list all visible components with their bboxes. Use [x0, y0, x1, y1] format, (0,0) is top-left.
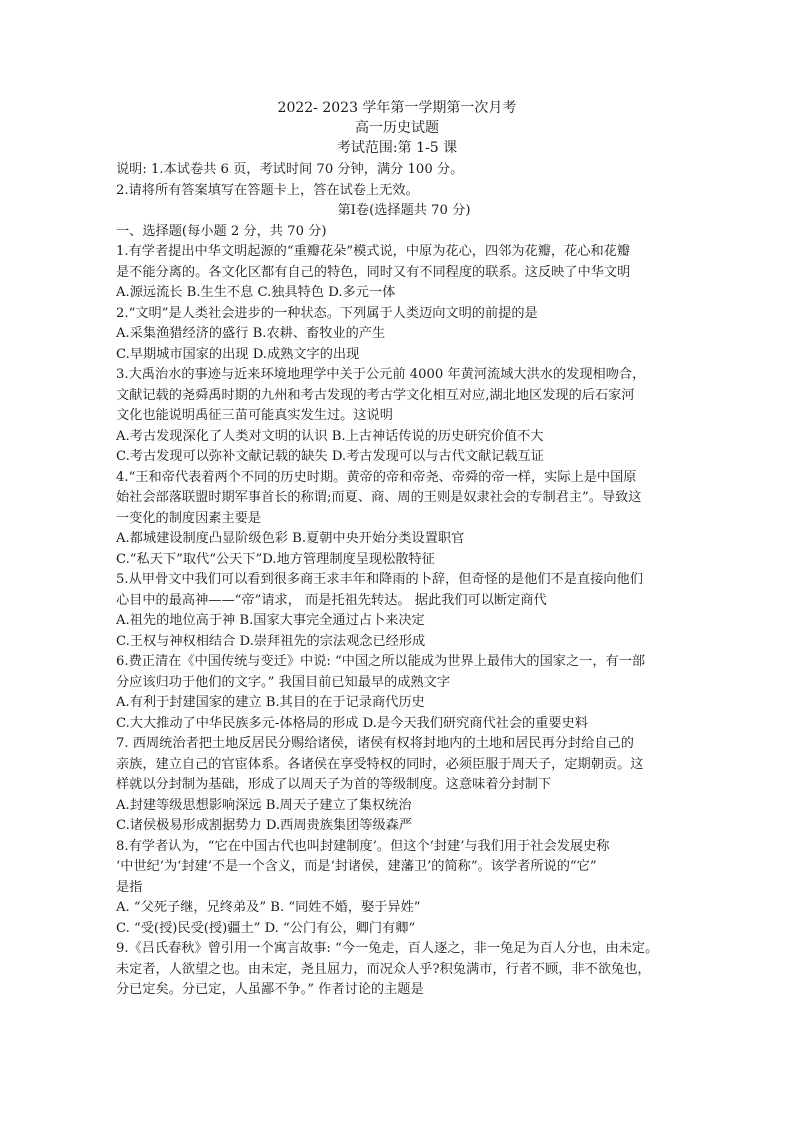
- question-stem-line: 文献记载的尧舜禹时期的九州和考古发现的考古学文化相互对应,湖北地区发现的后石家河: [116, 387, 635, 403]
- question-stem-line: 亲族，建立自己的官宦体系。各诸侯在享受特权的同时，必须臣服于周天子，定期朝贡。这: [116, 756, 644, 772]
- question-item: [116, 837, 692, 940]
- question-options-line: C. “受(授)民受(授)疆土” D. “公门有公，卿门有卿”: [116, 920, 416, 936]
- question-stem-line: 2.“文明”是人类社会进步的一种状态。下列属于人类迈向文明的前提的是: [116, 305, 538, 321]
- exam-scope: 考试范围:第 1-5 课: [336, 140, 458, 156]
- question-stem-line: 5.从甲骨文中我们可以看到很多商王求丰年和降雨的卜辞，但奇怪的是他们不是直接向他们: [116, 572, 643, 587]
- question-stem-line: 样就以分封制为基础，形成了以周天子为首的等级制度。这意味着分封制下: [116, 777, 552, 792]
- question-options-line: C.考古发现可以弥补文献记载的缺失 D.考古发现可以与古代文献记载互证: [116, 449, 544, 464]
- question-options-line: A.封建等级思想影响深远 B.周天子建立了集权统治: [116, 797, 412, 813]
- question-item: [116, 468, 692, 571]
- question-options-line: C.诸侯极易形成割据势力 D.西周贵族集团等级森严: [116, 818, 413, 833]
- exam-subject: 高一历史试题: [355, 120, 439, 136]
- question-list: [116, 242, 692, 1001]
- question-stem-line: 未定者，人欲望之也。由未定，尧且屈力，而况众人乎?积兔满市，行者不顾，非不欲兔也，: [116, 961, 651, 977]
- question-item: [116, 365, 692, 468]
- question-stem-line: 9.《吕氏春秋》曾引用一个寓言故事: “今一兔走，百人逐之，非一兔足为百人分也，由未定。: [116, 941, 659, 956]
- question-stem-line: 6.费正清在《中国传统与变迁》中说: “中国之所以能成为世界上最伟大的国家之一，有一部: [116, 654, 646, 669]
- question-stem-line: 文化也能说明禹征三苗可能真实发生过。这说明: [116, 408, 393, 423]
- question-item: [116, 652, 692, 734]
- exam-term: 2022- 2023 学年第一学期第一次月考: [277, 100, 517, 116]
- question-stem-line: 1.有学者提出中华文明起源的“重瓣花朵”模式说，中原为花心，四邻为花瓣，花心和花瓣: [116, 244, 630, 259]
- question-stem-line: ‘中世纪’为‘封建’不是一个含义，而是‘封诸侯，建藩卫’的简称”。该学者所说的“它”: [116, 859, 597, 874]
- exam-note: 说明: 1.本试卷共 6 页，考试时间 70 分钟，满分 100 分。: [116, 162, 464, 177]
- question-options-line: A. “父死子继，兄终弟及” B. “同姓不婚，娶于异姓”: [116, 900, 421, 915]
- question-item: [116, 304, 692, 366]
- question-options-line: A.祖先的地位高于神 B.国家大事完全通过占卜来决定: [116, 613, 425, 628]
- question-item: [116, 734, 692, 837]
- exam-body: [116, 160, 692, 1001]
- question-stem-line: 分应该归功于他们的文字。” 我国目前已知最早的成熟文字: [116, 674, 451, 690]
- question-stem-line: 3.大禹治水的事迹与近来环境地理学中关于公元前 4000 年黄河流域大洪水的发现相吻合，: [116, 367, 646, 382]
- question-item: [116, 242, 692, 304]
- volume-title: 第Ⅰ卷(选择题共 70 分): [337, 203, 471, 218]
- question-options-line: C.王权与神权相结合 D.崇拜祖先的宗法观念已经形成: [116, 633, 426, 649]
- question-stem-line: 是指: [116, 879, 143, 895]
- question-stem-line: 8.有学者认为，“它在中国古代也叫封建制度’。但这个‘封建’与我们用于社会发展史称: [116, 838, 610, 854]
- section-title: 一、选择题(每小题 2 分，共 70 分): [116, 223, 327, 239]
- question-stem-line: 7. 西周统治者把土地反居民分赐给诸侯，诸侯有权将封地内的土地和居民再分封给自己的: [116, 736, 634, 751]
- question-options-line: C.早期城市国家的出现 D.成熟文字的出现: [116, 346, 360, 362]
- question-options-line: C.“私天下”取代“公天下”D.地方管理制度呈现松散特征: [116, 551, 435, 567]
- question-options-line: C.大大推动了中华民族多元-体格局的形成 D.是今天我们研究商代社会的重要史料: [116, 715, 588, 731]
- exam-header: [0, 98, 794, 158]
- question-options-line: A.采集渔猎经济的盛行 B.农耕、畜牧业的产生: [116, 326, 386, 341]
- question-stem-line: 4.“王和帝代表着两个不同的历史时期。黄帝的帝和帝尧、帝舜的帝一样，实际上是中国原: [116, 469, 637, 485]
- question-options-line: A.源远流长 B.生生不息 C.独具特色 D.多元一体: [116, 285, 396, 300]
- question-stem-line: 是不能分离的。各文化区都有自己的特色，同时又有不同程度的联系。这反映了中华文明: [116, 264, 631, 280]
- question-stem-line: 始社会部落联盟时期军事首长的称谓;而夏、商、周的王则是奴隶社会的专制君主”。导致这: [116, 490, 642, 505]
- question-item: [116, 939, 692, 1001]
- question-options-line: A.考古发现深化了人类对文明的认识 B.上古神话传说的历史研究价值不大: [116, 428, 544, 444]
- exam-note: 2.请将所有答案填写在答题卡上，答在试卷上无效。: [116, 182, 419, 198]
- question-stem-line: 心目中的最高神——“帝”请求， 而是托祖先转达。 据此我们可以断定商代: [116, 592, 547, 608]
- question-options-line: A.都城建设制度凸显阶级色彩 B.夏朝中央开始分类设置职官: [116, 531, 465, 546]
- question-stem-line: 一变化的制度因素主要是: [116, 510, 262, 526]
- question-stem-line: 分已定矣。分已定，人虽鄙不争。” 作者讨论的主题是: [116, 982, 424, 997]
- question-options-line: A.有利于封建国家的建立 B.其目的在于记录商代历史: [116, 695, 425, 710]
- question-item: [116, 570, 692, 652]
